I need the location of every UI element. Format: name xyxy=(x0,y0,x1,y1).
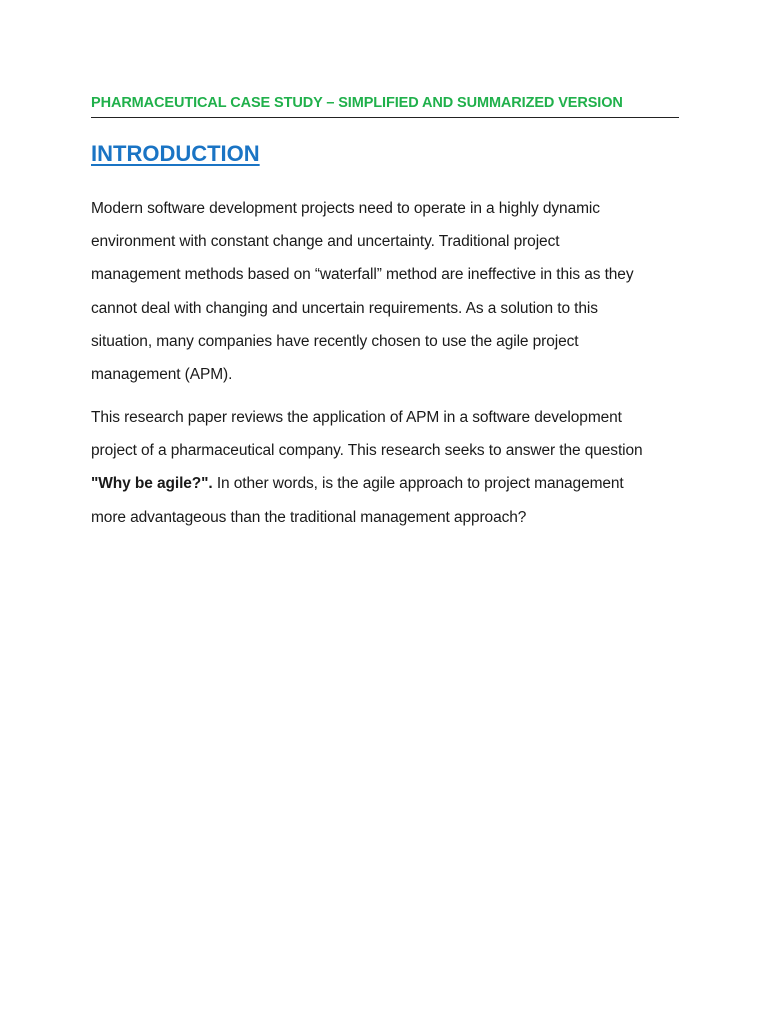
paragraph-line xyxy=(91,467,679,500)
paragraph-intro-2 xyxy=(91,401,679,534)
paragraph-line: Modern software development projects need to operate in a highly dynamic xyxy=(91,200,600,217)
research-question: "Why be agile?". xyxy=(91,475,213,493)
paragraph-line: management (APM). xyxy=(91,366,233,384)
document-title: PHARMACEUTICAL CASE STUDY – SIMPLIFIED AND SUMMARIZED VERSION xyxy=(91,95,623,111)
title-divider xyxy=(91,117,679,118)
section-heading-introduction: INTRODUCTION xyxy=(91,141,260,166)
paragraph-line: cannot deal with changing and uncertain requirements. As a solution to this xyxy=(91,299,598,317)
paragraph-line: management methods based on “waterfall” method are ineffective in this as they xyxy=(91,266,634,284)
paragraph-line: project of a pharmaceutical company. This research seeks to answer the question xyxy=(91,442,643,460)
paragraph-intro-1 xyxy=(91,192,679,391)
paragraph-line: more advantageous than the traditional management approach? xyxy=(91,508,527,526)
paragraph-line: situation, many companies have recently chosen to use the agile project xyxy=(91,332,579,350)
paragraph-line: This research paper reviews the application of APM in a software development xyxy=(91,409,622,426)
paragraph-line-rest: In other words, is the agile approach to project management xyxy=(212,475,624,493)
paragraph-line: environment with constant change and uncertainty. Traditional project xyxy=(91,233,560,251)
